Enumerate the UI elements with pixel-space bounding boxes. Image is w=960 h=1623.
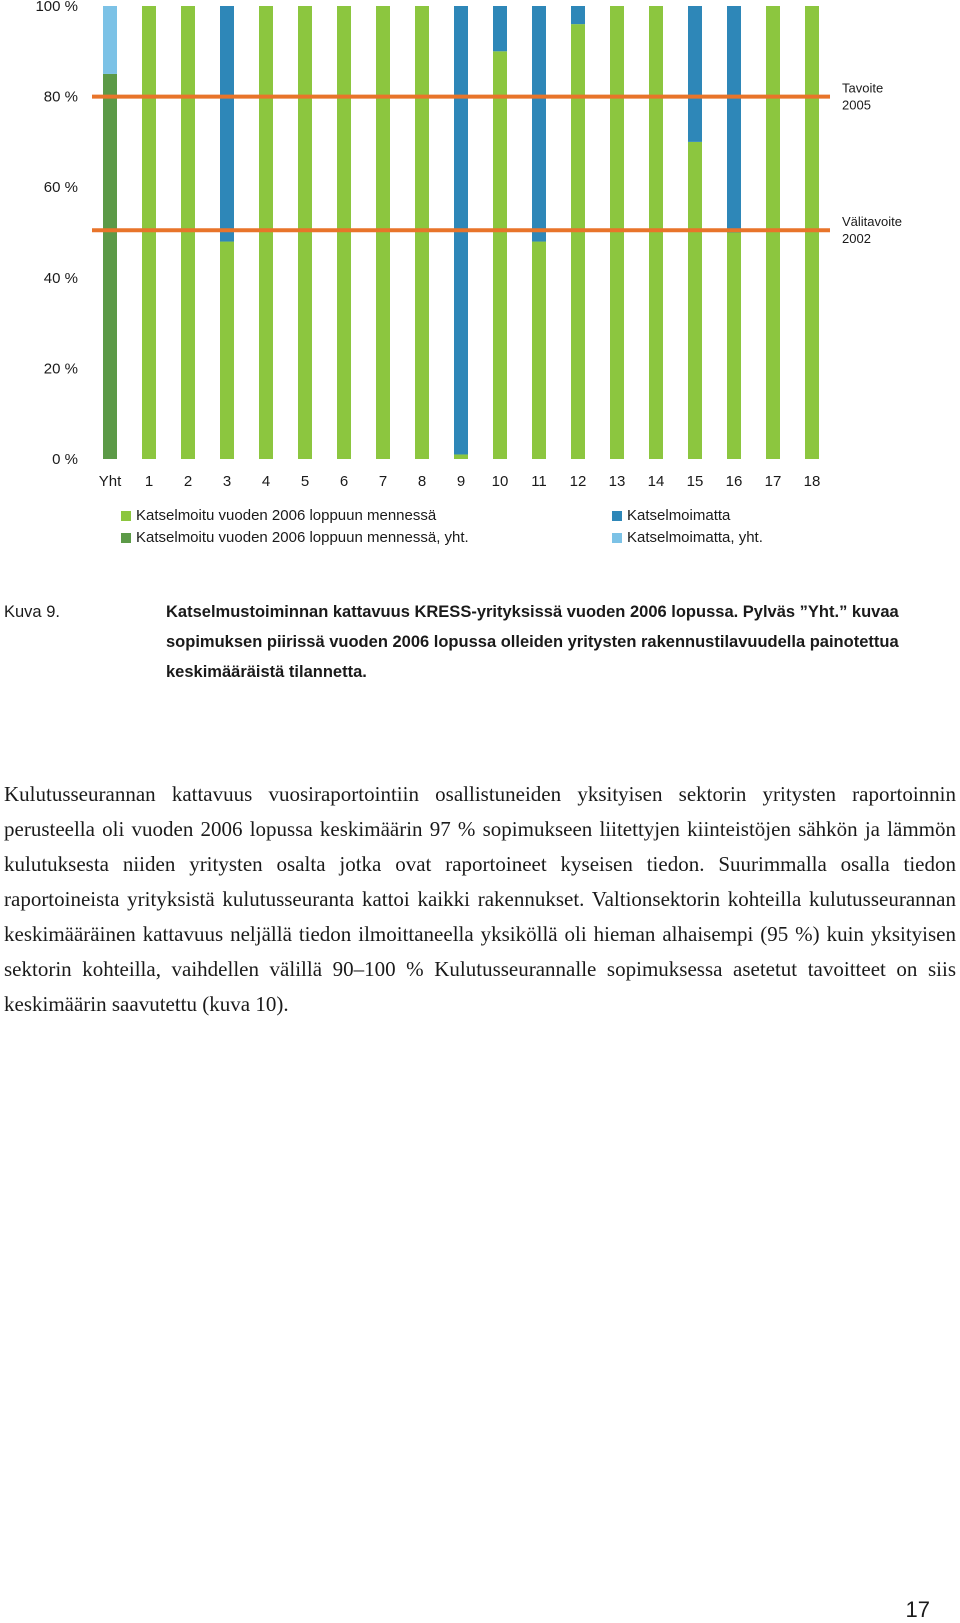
- x-tick-label: 7: [378, 473, 388, 490]
- bar-segment: [454, 454, 468, 459]
- x-tick-label: 16: [725, 473, 743, 490]
- bar-segment: [103, 74, 117, 459]
- bar-segment: [337, 6, 351, 459]
- bar-segment: [727, 6, 741, 233]
- bar-group: [103, 6, 819, 459]
- bar-segment: [220, 6, 234, 242]
- x-tick-label: 18: [803, 473, 821, 490]
- reference-line-label: Tavoite: [842, 80, 884, 96]
- x-tick-label: 3: [222, 473, 232, 490]
- bar-segment: [415, 6, 429, 459]
- body-paragraph: Kulutusseurannan kattavuus vuosiraportointiin osallistuneiden yksityisen sektorin yritysten raportoinnin perusteella oli vuoden 2006 lopussa keskimäärin 97 % sopimukseen liitettyjen kiinteistöjen sähkön ja lämmön kulutuksesta niiden yritysten osalta jotka ovat raportoineet kyseisen tiedon. Suurimmalla osalla tiedon raportoineista yrityksistä kulutusseuranta kattoi kaikki rakennukset. Valtionsektorin kohteilla kulutusseurannan keskimääräinen kattavuus neljällä tiedon ilmoittaneella yksiköllä oli hieman alhaisempi (95 %) kuin yksityisen sektorin kohteilla, vaihdellen välillä 90–100 % Kulutusseurannalle sopimuksessa asetetut tavoitteet on siis keskimäärin saavutettu (kuva 10).: [4, 782, 956, 1016]
- x-tick-label: 6: [339, 473, 349, 490]
- x-tick-label: 10: [491, 473, 509, 490]
- legend-swatch: [121, 511, 131, 521]
- legend-item-katselmoitu-yht: [121, 529, 469, 546]
- x-tick-label: 8: [417, 473, 427, 490]
- y-tick-label: 100 %: [35, 0, 78, 15]
- legend-label: Katselmoimatta, yht.: [627, 529, 763, 546]
- y-tick-label: 40 %: [43, 269, 78, 287]
- bar-segment: [259, 6, 273, 459]
- x-tick-label: 9: [456, 473, 466, 490]
- bar-segment: [688, 142, 702, 459]
- legend-label: Katselmoimatta: [627, 507, 731, 524]
- bar-segment: [493, 6, 507, 51]
- x-tick-label: 15: [686, 473, 704, 490]
- y-tick-label: 80 %: [43, 88, 78, 106]
- x-tick-label: 17: [764, 473, 782, 490]
- caption-text: Katselmustoiminnan kattavuus KRESS-yrityksissä vuoden 2006 lopussa. Pylväs ”Yht.” kuvaa sopimuksen piirissä vuoden 2006 lopussa olleiden yritysten rakennustilavuudella painotettua keskimääräistä tilannetta.: [166, 603, 899, 681]
- bar-segment: [571, 6, 585, 24]
- bar-segment: [532, 242, 546, 459]
- x-tick-label: Yht: [98, 473, 122, 490]
- bar-segment: [376, 6, 390, 459]
- reference-line-label: Välitavoite: [842, 214, 902, 230]
- reference-line-label: 2005: [842, 97, 871, 113]
- legend-swatch: [612, 511, 622, 521]
- legend-item-katselmoitu: [121, 507, 436, 524]
- bar-segment: [610, 6, 624, 459]
- bar-segment: [688, 6, 702, 142]
- bar-segment: [298, 6, 312, 459]
- reference-line-label: 2002: [842, 231, 871, 247]
- x-tick-label: 1: [144, 473, 154, 490]
- x-tick-label: 14: [647, 473, 665, 490]
- legend-item-katselmoimatta: [612, 507, 730, 524]
- bar-segment: [571, 24, 585, 459]
- legend-swatch: [612, 533, 622, 543]
- y-axis: [35, 0, 78, 468]
- legend-label: Katselmoitu vuoden 2006 loppuun mennessä: [136, 507, 437, 524]
- bar-chart: [0, 0, 960, 500]
- y-tick-label: 20 %: [43, 360, 78, 378]
- x-tick-label: 4: [261, 473, 271, 490]
- x-tick-label: 12: [569, 473, 587, 490]
- bar-segment: [649, 6, 663, 459]
- bar-segment: [805, 6, 819, 459]
- bar-segment: [532, 6, 546, 242]
- bar-segment: [142, 6, 156, 459]
- bar-segment: [727, 233, 741, 460]
- bar-segment: [103, 6, 117, 74]
- x-tick-label: 5: [300, 473, 310, 490]
- legend-swatch: [121, 533, 131, 543]
- bar-segment: [181, 6, 195, 459]
- x-axis: [99, 473, 821, 490]
- legend-item-katselmoimatta-yht: [612, 529, 763, 546]
- bar-segment: [493, 51, 507, 459]
- y-tick-label: 60 %: [43, 179, 78, 197]
- bar-segment: [766, 6, 780, 459]
- caption-label: Kuva 9.: [4, 603, 60, 621]
- x-tick-label: 13: [608, 473, 626, 490]
- page-number: 17: [905, 1597, 930, 1622]
- legend-label: Katselmoitu vuoden 2006 loppuun mennessä, yht.: [136, 529, 469, 546]
- x-tick-label: 11: [531, 473, 547, 490]
- x-tick-label: 2: [183, 473, 193, 490]
- y-tick-label: 0 %: [52, 451, 78, 468]
- bar-segment: [220, 242, 234, 459]
